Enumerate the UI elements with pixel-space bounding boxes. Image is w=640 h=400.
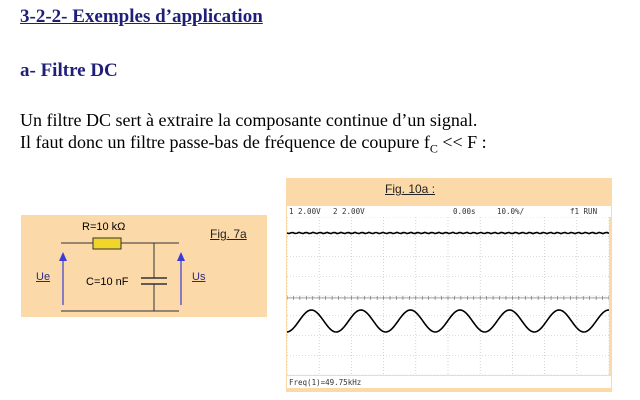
figure-7a-caption: Fig. 7a — [210, 227, 247, 241]
paragraph-line-2-text: Il faut donc un filtre passe-bas de fréquence de coupure f — [20, 132, 430, 152]
figure-10a-caption: Fig. 10a : — [385, 182, 436, 196]
us-arrowhead-icon — [177, 252, 185, 261]
timebase: 10.0%/ — [497, 207, 525, 216]
cutoff-subscript: C — [429, 141, 438, 156]
scope-screen — [287, 217, 609, 375]
scope-status-bar — [287, 206, 611, 217]
capacitor-label: C=10 nF — [86, 276, 129, 288]
oscilloscope-figure — [286, 178, 612, 392]
resistor-label: R=10 kΩ — [82, 221, 126, 233]
subsection-heading: a- Filtre DC — [20, 60, 118, 81]
scope-graticule — [287, 217, 609, 375]
frequency-readout: Freq(1)=49.75kHz — [289, 378, 362, 387]
paragraph-line-2 — [20, 132, 487, 157]
output-voltage-label: Us — [192, 271, 206, 283]
ch1-scale: 1 2.00V — [289, 207, 321, 216]
trace-output-dc — [287, 232, 609, 233]
paragraph-line-2-tail: << F : — [437, 132, 487, 152]
resistor-symbol — [93, 238, 121, 249]
ue-arrowhead-icon — [59, 252, 67, 261]
scope-measurement-bar — [287, 376, 611, 388]
paragraph-line-1: Un filtre DC sert à extraire la composante continue d’un signal. — [20, 110, 478, 130]
section-heading: 3-2-2- Exemples d’application — [20, 6, 263, 27]
ch2-scale: 2 2.00V — [333, 207, 365, 216]
circuit-figure — [21, 215, 267, 317]
input-voltage-label: Ue — [36, 271, 51, 283]
trigger-time: 0.00s — [453, 207, 476, 216]
trigger-status: f1 RUN — [570, 207, 598, 216]
